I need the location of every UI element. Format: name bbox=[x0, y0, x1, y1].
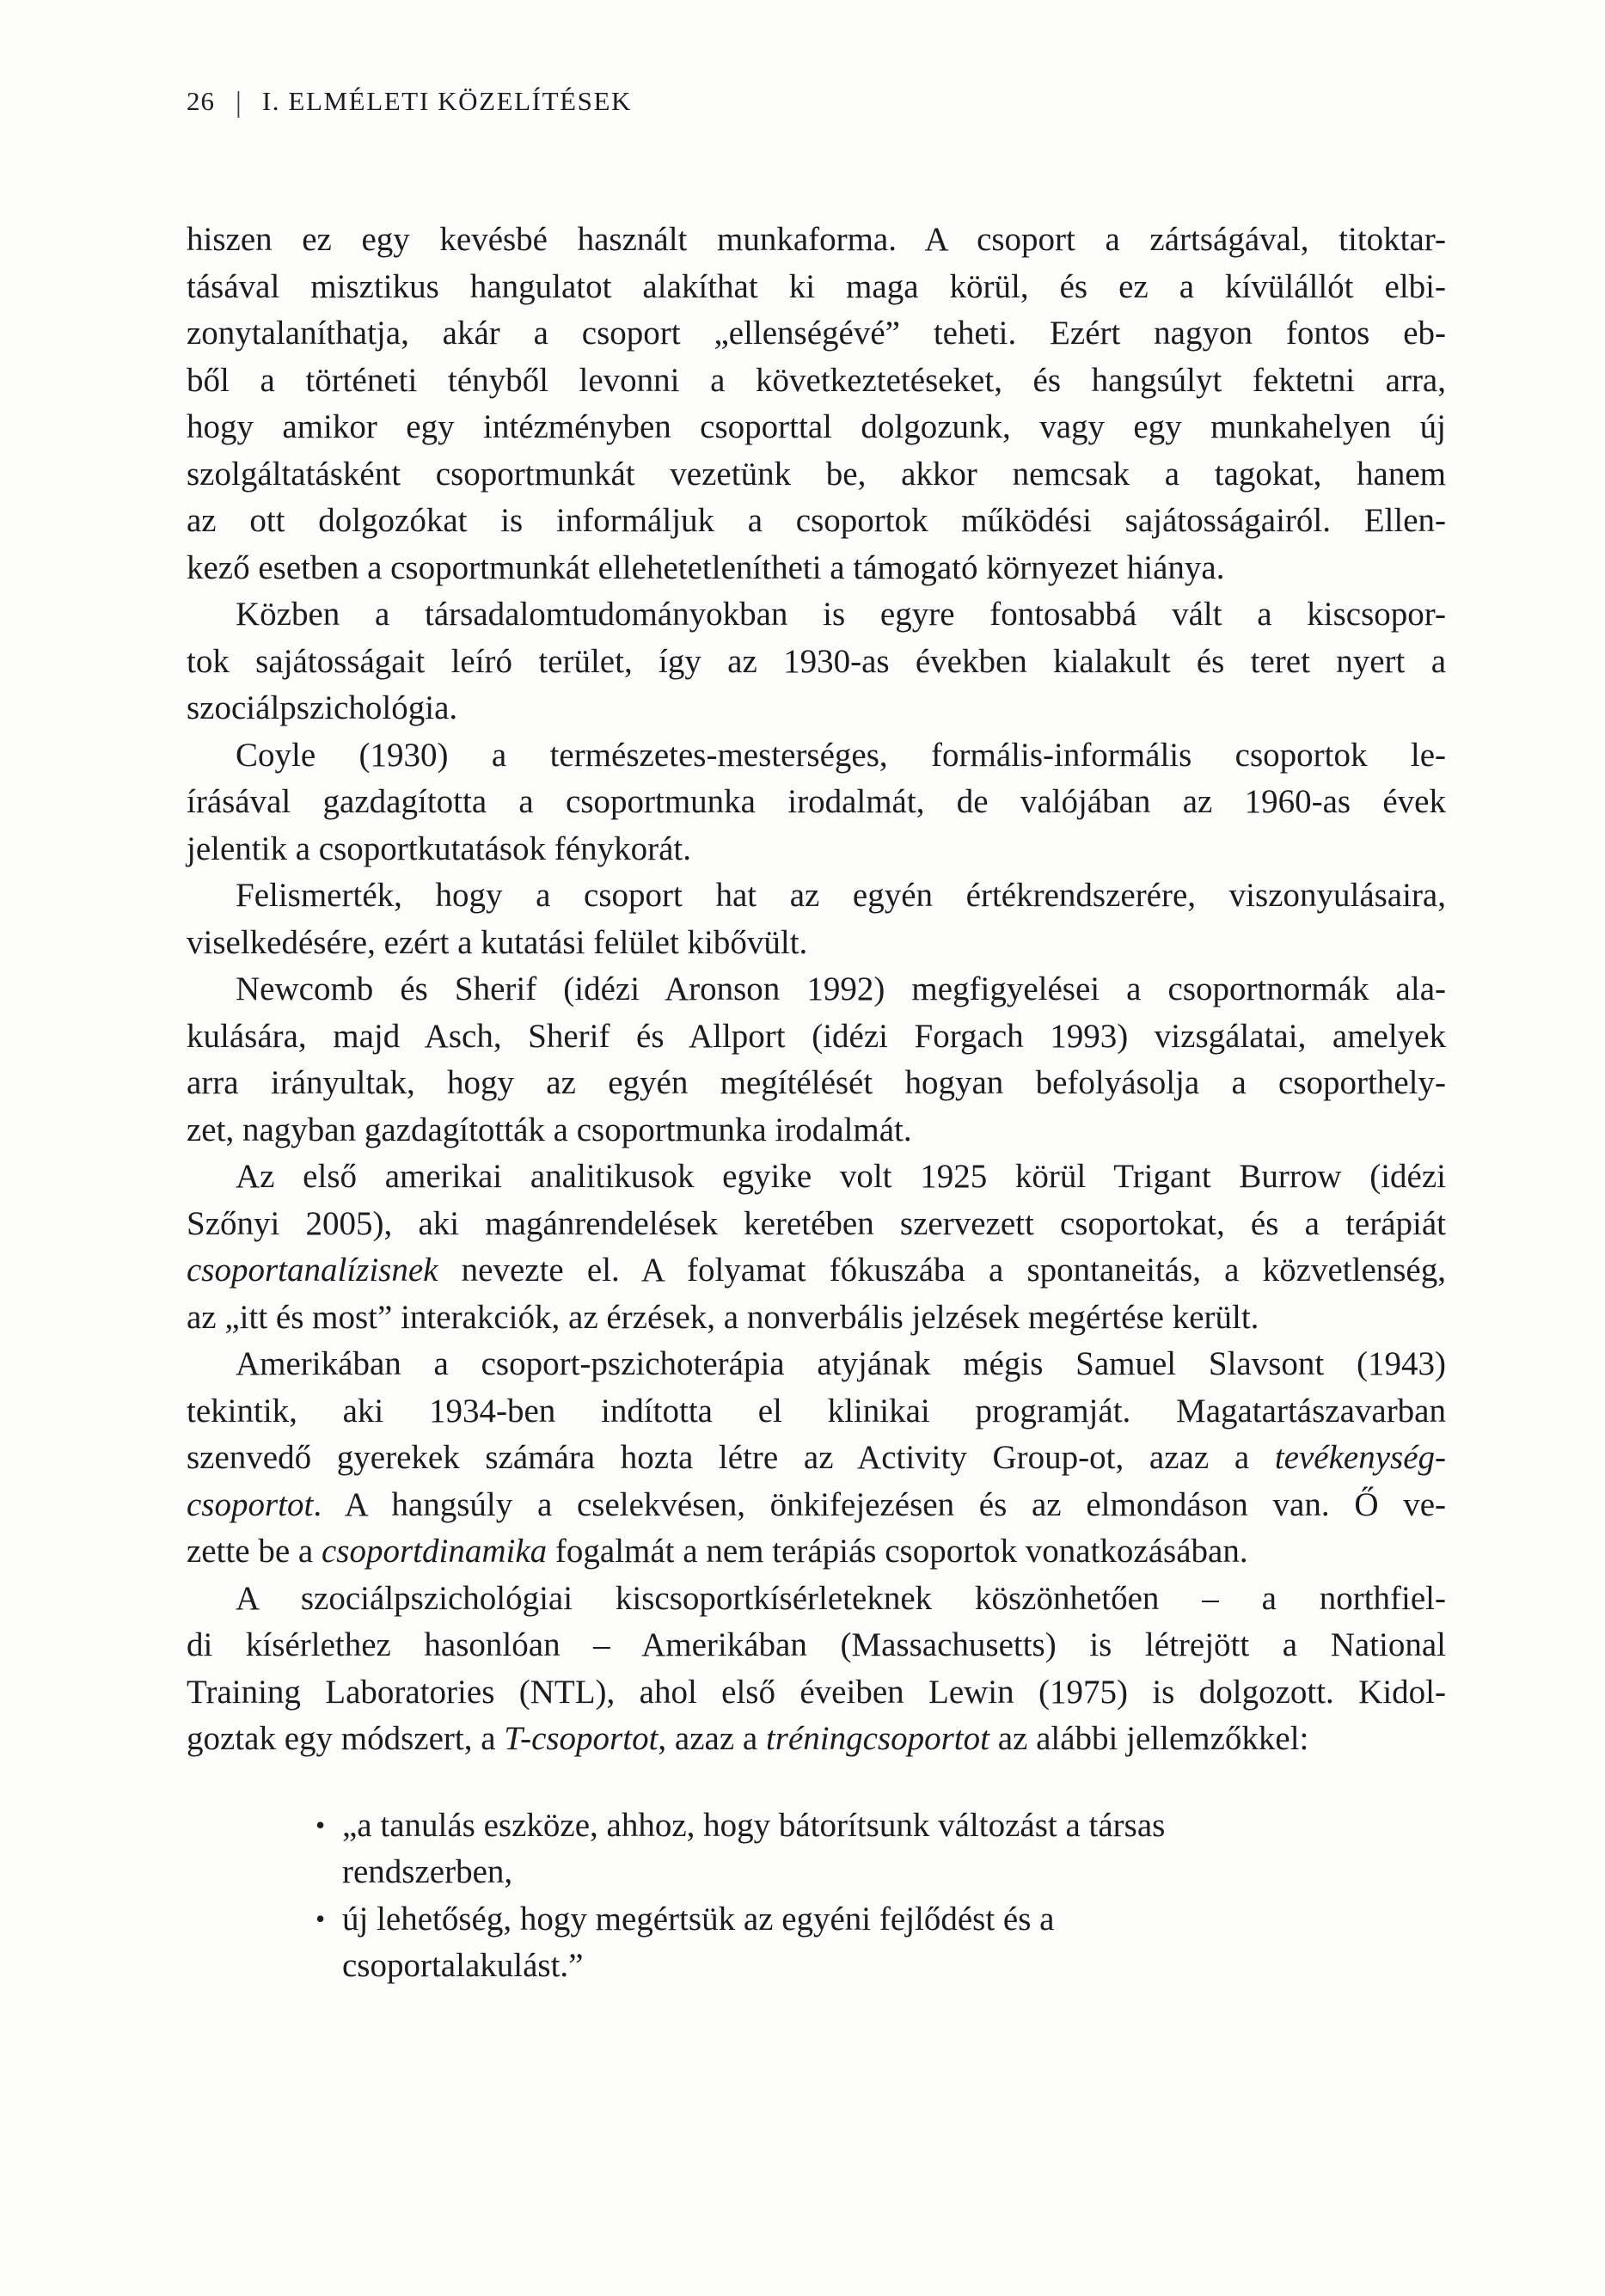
bullet-line: új lehetőség, hogy megértsük az egyéni fejlődést és a bbox=[342, 1900, 1055, 1938]
chapter-title: I. ELMÉLETI KÖZELÍTÉSEK bbox=[261, 86, 633, 116]
paragraph bbox=[187, 966, 1446, 1154]
text-line: A szociálpszichológiai kiscsoportkísérleteknek köszönhetően – a northfiel- bbox=[236, 1579, 1446, 1617]
text-line: szenvedő gyerekek számára hozta létre az Activity Group-ot, azaz a tevékenység- bbox=[187, 1439, 1446, 1476]
text-line: szociálpszichológia. bbox=[187, 689, 458, 726]
text-line: csoportot. A hangsúly a cselekvésen, önkifejezésen és az elmondáson van. Ő ve- bbox=[187, 1485, 1446, 1523]
text-line: csoportanalízisnek nevezte el. A folyamat fókuszába a spontaneitás, a közvetlenség, bbox=[187, 1252, 1446, 1289]
paragraph bbox=[187, 1341, 1446, 1576]
text-line: írásával gazdagította a csoportmunka irodalmát, de valójában az 1960-as évek bbox=[187, 783, 1446, 820]
text-line: zette be a csoportdinamika fogalmát a nem terápiás csoportok vonatkozásában. bbox=[187, 1533, 1248, 1570]
text-line: Szőnyi 2005), aki magánrendelések keretében szervezett csoportokat, és a terápiát bbox=[187, 1204, 1446, 1242]
text-line: zet, nagyban gazdagították a csoportmunka irodalmát. bbox=[187, 1111, 912, 1148]
bullet-marker-icon: • bbox=[315, 1902, 326, 1934]
text-line: di kísérlethez hasonlóan – Amerikában (Massachusetts) is létrejött a National bbox=[187, 1626, 1446, 1663]
text-line: az ott dolgozókat is informáljuk a csoportok működési sajátosságairól. Ellen- bbox=[187, 502, 1446, 539]
bullet-line: „a tanulás eszköze, ahhoz, hogy bátorítsunk változást a társas bbox=[342, 1806, 1166, 1844]
header-separator: | bbox=[236, 87, 242, 119]
bullet-line: csoportalakulást.” bbox=[342, 1947, 584, 1984]
text-line: Felismerték, hogy a csoport hat az egyén értékrendszerére, viszonyulásaira, bbox=[236, 877, 1446, 914]
bullet-item bbox=[315, 1896, 1446, 1990]
bullet-lines bbox=[342, 1803, 1446, 1896]
paragraph bbox=[187, 872, 1446, 966]
page-number: 26 bbox=[187, 86, 215, 116]
paragraph bbox=[187, 1154, 1446, 1341]
text-line: szolgáltatásként csoportmunkát vezetünk be, akkor nemcsak a tagokat, hanem bbox=[187, 455, 1446, 493]
text-line: az „itt és most” interakciók, az érzések, a nonverbális jelzések megértése került. bbox=[187, 1298, 1259, 1336]
text-line: Közben a társadalomtudományokban is egyre fontosabbá vált a kiscsopor- bbox=[236, 596, 1446, 633]
text-line: kező esetben a csoportmunkát ellehetetlenítheti a támogató környezet hiánya. bbox=[187, 548, 1225, 586]
bullet-marker-icon: • bbox=[315, 1809, 326, 1840]
text-line: zonytalaníthatja, akár a csoport „ellenségévé” teheti. Ezért nagyon fontos eb- bbox=[187, 315, 1446, 352]
running-head bbox=[187, 84, 632, 119]
text-line: tekintik, aki 1934-ben indította el klinikai programját. Magatartászavarban bbox=[187, 1392, 1446, 1430]
text-line: Newcomb és Sherif (idézi Aronson 1992) megfigyelései a csoportnormák ala- bbox=[236, 970, 1446, 1007]
paragraph bbox=[187, 217, 1446, 591]
text-line: Az első amerikai analitikusok egyike volt 1925 körül Trigant Burrow (idézi bbox=[236, 1158, 1446, 1195]
text-line: hiszen ez egy kevésbé használt munkaforma. A csoport a zártságával, titoktar- bbox=[187, 221, 1446, 258]
text-line: arra irányultak, hogy az egyén megítélését hogyan befolyásolja a csoporthely- bbox=[187, 1064, 1446, 1101]
text-line: ből a történeti tényből levonni a következtetéseket, és hangsúlyt fektetni arra, bbox=[187, 361, 1446, 399]
text-line: jelentik a csoportkutatások fénykorát. bbox=[187, 830, 691, 867]
bullet-lines bbox=[342, 1896, 1446, 1990]
text-line: kulására, majd Asch, Sherif és Allport (idézi Forgach 1993) vizsgálatai, amelyek bbox=[187, 1017, 1446, 1055]
text-line: tok sajátosságait leíró terület, így az 1930-as években kialakult és teret nyert a bbox=[187, 642, 1446, 680]
bullet-line: rendszerben, bbox=[342, 1853, 513, 1890]
text-line: Coyle (1930) a természetes-mesterséges, formális-informális csoportok le- bbox=[236, 736, 1446, 774]
text-line: goztak egy módszert, a T-csoportot, azaz a tréningcsoportot az alábbi jellemzőkkel: bbox=[187, 1720, 1309, 1757]
paragraph bbox=[187, 1576, 1446, 1763]
paragraph bbox=[187, 732, 1446, 873]
text-line: tásával misztikus hangulatot alakíthat ki maga körül, és ez a kívülállót elbi- bbox=[187, 267, 1446, 305]
text-column bbox=[187, 217, 1446, 1990]
bullet-item bbox=[315, 1803, 1446, 1896]
text-line: Amerikában a csoport-pszichoterápia atyjának mégis Samuel Slavsont (1943) bbox=[236, 1345, 1446, 1382]
paragraph bbox=[187, 591, 1446, 732]
text-line: hogy amikor egy intézményben csoporttal dolgozunk, vagy egy munkahelyen új bbox=[187, 408, 1446, 445]
text-line: Training Laboratories (NTL), ahol első éveiben Lewin (1975) is dolgozott. Kidol- bbox=[187, 1673, 1446, 1711]
bullet-list bbox=[187, 1803, 1446, 1990]
text-line: viselkedésére, ezért a kutatási felület kibővült. bbox=[187, 923, 808, 961]
